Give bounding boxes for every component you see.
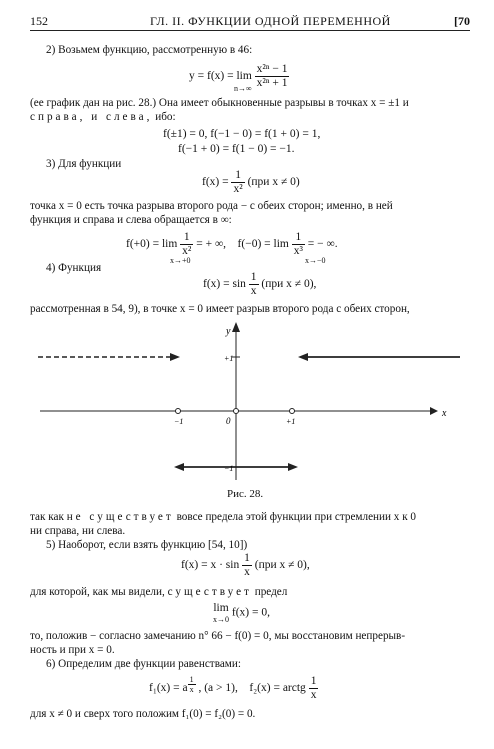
- denominator: x: [244, 566, 250, 578]
- formula-5b: [213, 602, 270, 624]
- exponent-denominator: x: [189, 685, 194, 694]
- figure-28-graph: [30, 320, 470, 480]
- lim-word: lim: [213, 602, 229, 614]
- result-minus: = − ∞.: [307, 238, 338, 251]
- point-origin: [234, 409, 239, 414]
- left-upper-arrow: [170, 353, 180, 361]
- formula-lhs: f(x) = x · sin: [181, 559, 240, 572]
- spaced-emphasis: справа, и слева,: [30, 111, 153, 123]
- formula-rhs: f(x) = 0,: [231, 606, 270, 619]
- y-axis-label: y: [226, 326, 231, 337]
- item-5-body-c: ность и при x = 0.: [30, 644, 115, 656]
- text-ibo: ибо:: [155, 111, 176, 123]
- condition: (при x ≠ 0): [247, 176, 300, 189]
- numerator: 1: [231, 169, 244, 183]
- item-4-body: рассмотренная в 54, 9), в точке x = 0 имеет разрыв второго рода с обеих сторон,: [30, 303, 410, 315]
- denominator: x²: [182, 245, 192, 257]
- label-plus-one-y: +1: [224, 354, 234, 363]
- text-part: вовсе предела этой функции при стремлении x к 0: [176, 511, 417, 523]
- condition: (при x ≠ 0),: [254, 559, 310, 572]
- exponent-fraction: [188, 675, 196, 694]
- numerator: 1: [180, 231, 193, 245]
- label-origin: 0: [226, 416, 231, 426]
- limit-subscript: n→∞: [234, 84, 252, 93]
- fraction: [255, 63, 290, 90]
- figure-caption: Рис. 28.: [227, 488, 264, 500]
- spaced-emphasis: существует: [167, 586, 252, 598]
- text-part: для которой, как мы видели,: [30, 586, 165, 598]
- item-6-end: для x ≠ 0 и сверх того положим f₁(0) = f₂(0) = 0.: [30, 708, 256, 720]
- y-axis-arrow: [232, 322, 240, 332]
- fraction-b: [292, 231, 305, 258]
- fraction: [231, 169, 244, 196]
- numerator: 1: [244, 552, 250, 564]
- item-5-intro: 5) Наоборот, если взять функцию [54, 10]): [46, 539, 248, 551]
- x-axis-arrow: [430, 407, 438, 415]
- formula-6: [149, 675, 318, 702]
- running-title: ГЛ. II. ФУНКЦИИ ОДНОЙ ПЕРЕМЕННОЙ: [150, 14, 391, 28]
- item-2-intro: 2) Возьмем функцию, рассмотренную в 46:: [46, 44, 253, 56]
- after-figure-line-b: ни справа, ни слева.: [30, 525, 126, 537]
- right-upper-arrow: [298, 353, 308, 361]
- equation-2b: f(−1 + 0) = f(1 − 0) = −1.: [178, 143, 295, 155]
- after-figure-line-a: [30, 511, 416, 524]
- result-plus: = + ∞,: [196, 238, 227, 251]
- numerator: x²ⁿ − 1: [256, 63, 288, 75]
- label-minus-one-x: −1: [174, 417, 184, 426]
- formula-5: [181, 552, 310, 579]
- denominator: x²: [233, 183, 243, 195]
- formula-lhs: f(x) =: [202, 176, 229, 189]
- denominator: x³: [293, 245, 303, 257]
- lim-subscript: x→0: [213, 615, 229, 624]
- limit-subscript-plus: x→+0: [170, 256, 191, 265]
- limit-subscript-minus: x→−0: [305, 256, 326, 265]
- f2-definition: f₂(x) = arctg: [249, 682, 306, 695]
- f1-definition: f₁(x) = a: [149, 682, 188, 695]
- lower-arrow-right: [288, 463, 298, 471]
- limit: [213, 602, 229, 624]
- condition: , (a > 1),: [198, 682, 238, 695]
- section-number: [70: [454, 14, 470, 28]
- text-part: так как: [30, 511, 64, 523]
- formula-3: [202, 169, 300, 196]
- formula-4: [203, 271, 316, 298]
- fraction: [249, 271, 259, 298]
- denominator: x: [310, 689, 317, 701]
- item-2-body-b: [30, 111, 176, 124]
- spaced-emphasis: не существует: [66, 511, 174, 523]
- denominator: x: [250, 285, 257, 297]
- numerator: 1: [250, 271, 257, 283]
- denominator: x²ⁿ + 1: [256, 77, 288, 89]
- condition: (при x ≠ 0),: [261, 278, 317, 291]
- fraction: [242, 552, 252, 579]
- point-plus-one: [290, 409, 295, 414]
- item-3-body-a: точка x = 0 есть точка разрыва второго рода − с обеих сторон; именно, в ней: [30, 200, 393, 212]
- limit-minus: f(−0) = lim: [237, 238, 289, 251]
- equation-2a: f(±1) = 0, f(−1 − 0) = f(1 + 0) = 1,: [163, 128, 321, 140]
- formula-lhs: y = f(x) = lim: [189, 70, 252, 83]
- item-4-intro: 4) Функция: [46, 262, 102, 274]
- item-3-intro: 3) Для функции: [46, 158, 122, 170]
- fraction: [309, 675, 319, 702]
- numerator: 1: [310, 675, 317, 687]
- lower-arrow-left: [174, 463, 184, 471]
- exponent-numerator: 1: [189, 675, 194, 684]
- numerator: 1: [292, 231, 305, 245]
- page-number: 152: [30, 14, 48, 28]
- item-6-intro: 6) Определим две функции равенствами:: [46, 658, 241, 670]
- item-5-body-b: то, положив − согласно замечанию n° 66 − f(0) = 0, мы восстановим непрерыв-: [30, 630, 406, 642]
- item-3-body-b: функция и справа и слева обращается в ∞:: [30, 214, 232, 226]
- page-header: [30, 14, 470, 31]
- item-2-body-a: (ее график дан на рис. 28.) Она имеет обыкновенные разрывы в точках x = ±1 и: [30, 97, 409, 109]
- label-minus-one-y: −1: [224, 464, 234, 473]
- label-plus-one-x: +1: [286, 417, 296, 426]
- point-minus-one: [176, 409, 181, 414]
- x-axis-label: x: [442, 408, 447, 419]
- limit-plus: f(+0) = lim: [126, 238, 178, 251]
- formula-lhs: f(x) = sin: [203, 278, 246, 291]
- text-part: предел: [254, 586, 288, 598]
- item-5-body-a: [30, 586, 287, 599]
